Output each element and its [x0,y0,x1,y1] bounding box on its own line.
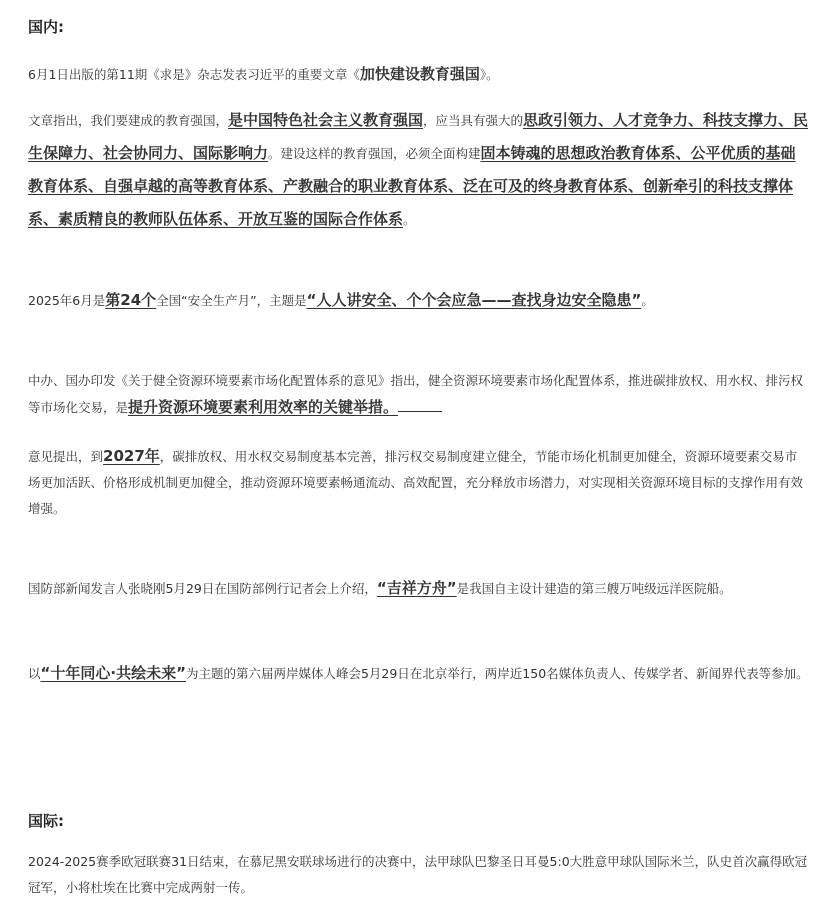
news-item-qiushi-article: 6月1日出版的第11期《求是》杂志发表习近平的重要文章《加快建设教育强国》。 [28,65,499,83]
highlight-safety-theme: “人人讲安全、个个会应急——查找身边安全隐患” [306,291,642,309]
news-item-hospital-ship: 国防部新闻发言人张晓刚5月29日在国防部例行记者会上介绍，“吉祥方舟”是我国自主设计建造的第三艘万吨级远洋医院船。 [28,579,732,597]
news-item-ucl-final: 2024-2025赛季欧冠联赛31日结束，在慕尼黑安联球场进行的决赛中，法甲球队巴黎圣日耳曼5:0大胜意甲球队国际米兰，队史首次赢得欧冠冠军，小将杜埃在比赛中完成两射一传。 [28,854,808,895]
highlight-ship-name: “吉祥方舟” [376,579,457,597]
section-heading-domestic: 国内: [28,18,64,36]
news-item-safety-month: 2025年6月是第24个全国“安全生产月”，主题是“人人讲安全、个个会应急——查找身边安全隐患”。 [28,291,654,309]
highlight-summit-theme: “十年同心·共绘未来” [40,664,186,682]
article-title: 加快建设教育强国 [359,65,480,83]
highlight-capabilities: 思政引领力、人才竞争力、科技支撑力、民生保障力、社会协同力、国际影响力 [28,111,809,162]
news-item-education-power: 文章指出，我们要建成的教育强国，是中国特色社会主义教育强国，应当具有强大的思政引领力、人才竞争力、科技支撑力、民生保障力、社会协同力、国际影响力。建设这样的教育强国，必须全面构建固本铸魂的思想政治教育体系、公平优质的基础教育体系、自强卓越的高等教育体系、产教融合的职业教育体系、泛在可及的终身教育体系、创新牵引的科技支撑体系、素质精良的教师队伍体系、开放互鉴的国际合作体系。 [28,111,809,228]
news-item-2027-goals: 意见提出，到2027年，碳排放权、用水权交易制度基本完善，排污权交易制度建立健全，节能市场化机制更加健全，资源环境要素交易市场更加活跃、价格形成机制更加健全，推动资源环境要素畅通流动、高效配置，充分释放市场潜力，对实现相关资源环境目标的支撑作用有效增强。 [28,447,804,516]
section-heading-international: 国际: [28,812,64,830]
news-item-cross-strait-summit: 以“十年同心·共绘未来”为主题的第六届两岸媒体人峰会5月29日在北京举行，两岸近150名媒体负责人、传媒学者、新闻界代表等参加。 [28,664,809,682]
highlight-education-power: 是中国特色社会主义教育强国 [228,111,424,129]
news-item-resource-market: 中办、国办印发《关于健全资源环境要素市场化配置体系的意见》指出，健全资源环境要素市场化配置体系，推进碳排放权、用水权、排污权等市场化交易，是提升资源环境要素利用效率的关键举措。 [28,373,804,416]
highlight-systems: 固本铸魂的思想政治教育体系、公平优质的基础教育体系、自强卓越的高等教育体系、产教融合的职业教育体系、泛在可及的终身教育体系、创新牵引的科技支撑体系、素质精良的教师队伍体系、开放互鉴的国际合作体系 [28,144,796,228]
highlight-24th: 第24个 [105,291,157,309]
underline-trail [398,397,442,412]
highlight-key-measure: 提升资源环境要素利用效率的关键举措。 [128,398,399,416]
highlight-2027: 2027年 [103,447,160,465]
